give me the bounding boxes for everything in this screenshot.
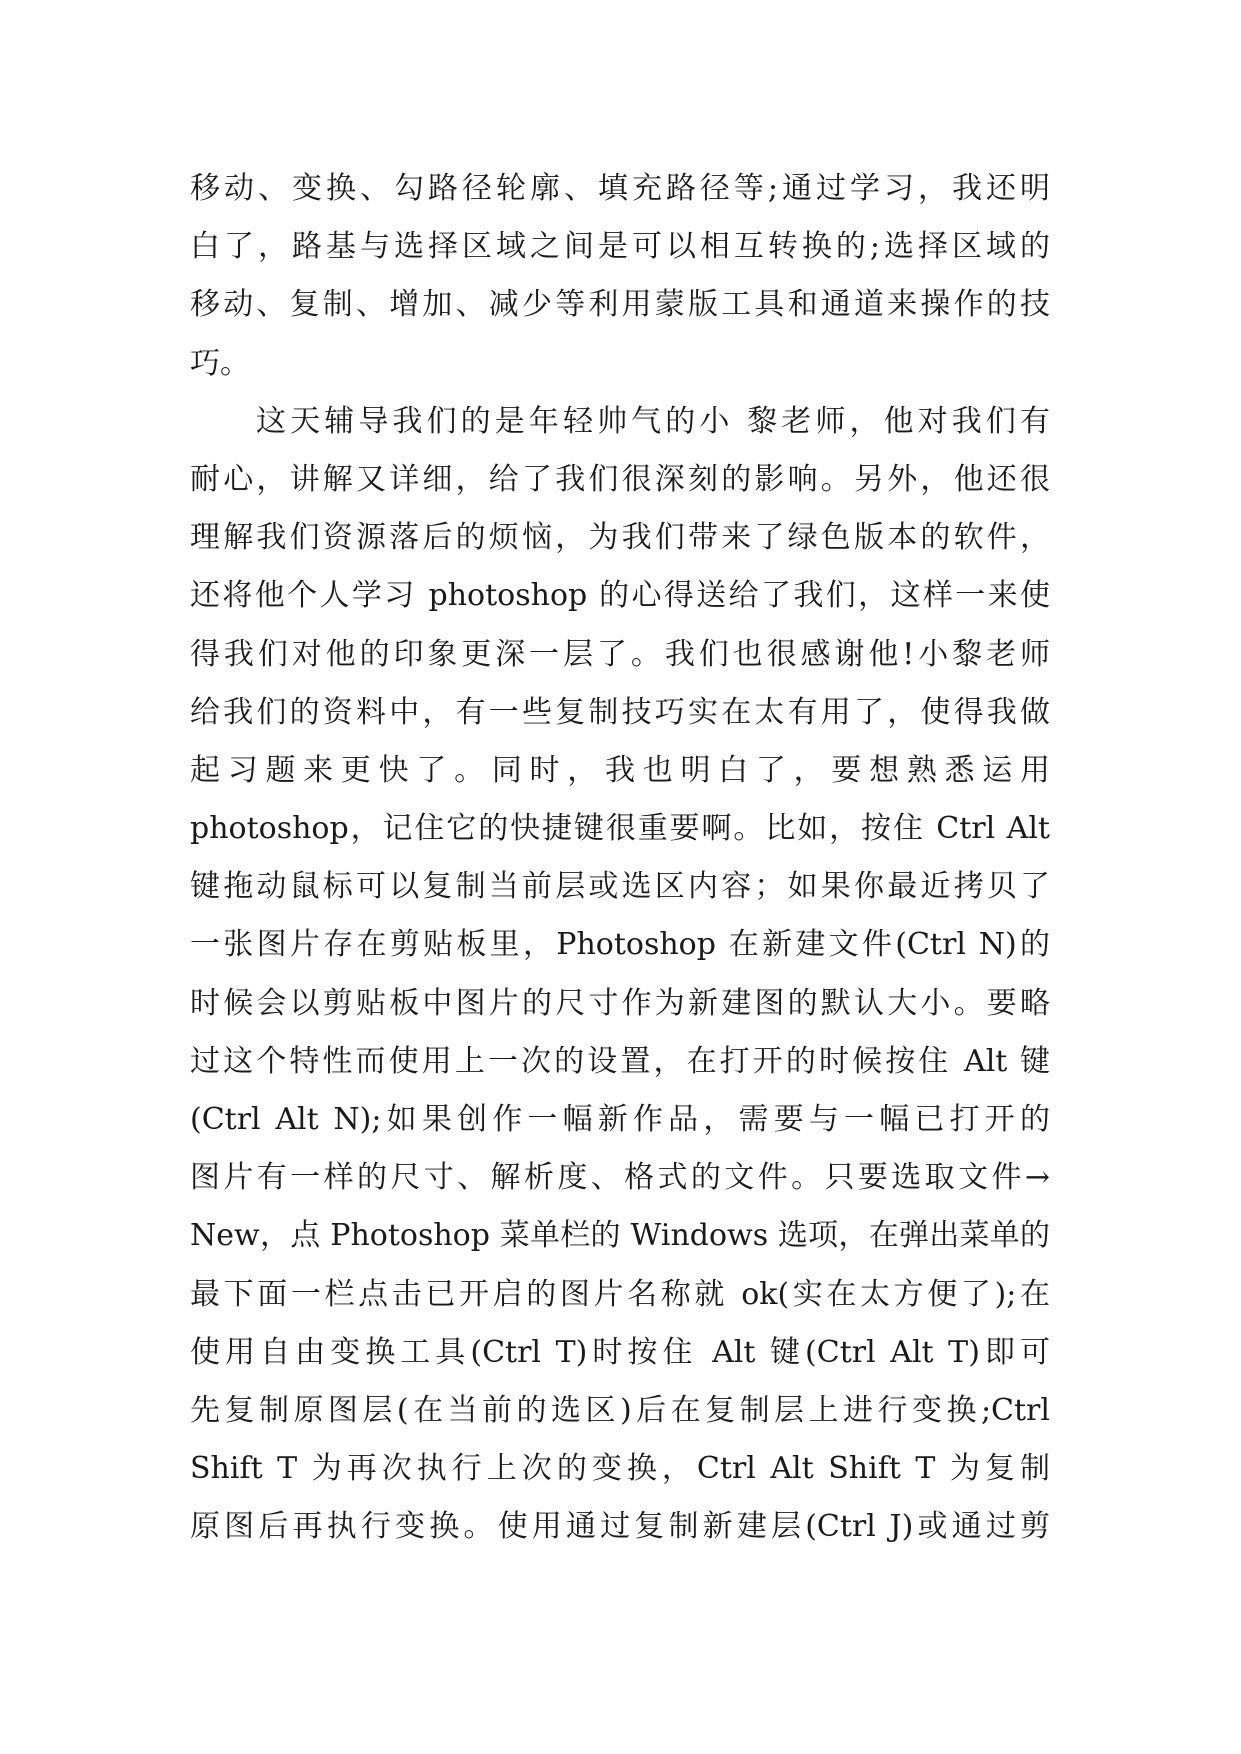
document-body bbox=[190, 160, 1050, 1557]
paragraph-2-line: 键拖动鼠标可以复制当前层或选区内容；如果你最近拷贝了 bbox=[190, 869, 1050, 905]
paragraph-2-line: 一张图片存在剪贴板里，Photoshop 在新建文件(Ctrl N)的 bbox=[190, 927, 1050, 963]
paragraph-2-line: 得我们对他的印象更深一层了。我们也很感谢他!小黎老师 bbox=[190, 636, 1050, 672]
paragraph-2-line: 先复制原图层(在当前的选区)后在复制层上进行变换;Ctrl bbox=[190, 1392, 1050, 1428]
paragraph-2-line: 给我们的资料中，有一些复制技巧实在太有用了，使得我做 bbox=[190, 694, 1050, 730]
paragraph-1-line: 移动、复制、增加、减少等利用蒙版工具和通道来操作的技 bbox=[190, 287, 1050, 323]
paragraph-2-line: 使用自由变换工具(Ctrl T)时按住 Alt 键(Ctrl Alt T)即可 bbox=[190, 1334, 1050, 1370]
paragraph-1-line: 巧。 bbox=[190, 345, 250, 381]
paragraph-2-line: 过这个特性而使用上一次的设置，在打开的时候按住 Alt 键 bbox=[190, 1043, 1050, 1079]
paragraph-2-line: New，点 Photoshop 菜单栏的 Windows 选项，在弹出菜单的 bbox=[190, 1218, 1050, 1254]
paragraph-2-line: (Ctrl Alt N);如果创作一幅新作品，需要与一幅已打开的 bbox=[190, 1102, 1050, 1137]
paragraph-2-line: 起习题来更快了。同时，我也明白了，要想熟悉运用 bbox=[190, 752, 1050, 788]
paragraph-2-line: 耐心，讲解又详细，给了我们很深刻的影响。另外，他还很 bbox=[190, 461, 1050, 497]
paragraph-2-line: 原图后再执行变换。使用通过复制新建层(Ctrl J)或通过剪 bbox=[190, 1509, 1050, 1545]
paragraph-1-line: 移动、变换、勾路径轮廓、填充路径等;通过学习，我还明 bbox=[190, 171, 1050, 206]
paragraph-2-line: 这天辅导我们的是年轻帅气的小 黎老师，他对我们有 bbox=[256, 403, 1050, 439]
paragraph-2-line: 最下面一栏点击已开启的图片名称就 ok(实在太方便了);在 bbox=[190, 1276, 1050, 1312]
paragraph-1-line: 白了，路基与选择区域之间是可以相互转换的;选择区域的 bbox=[190, 229, 1050, 265]
paragraph-2-line: 时候会以剪贴板中图片的尺寸作为新建图的默认大小。要略 bbox=[190, 985, 1050, 1021]
paragraph-2-line: Shift T 为再次执行上次的变换，Ctrl Alt Shift T 为复制 bbox=[190, 1451, 1050, 1487]
paragraph-2-line: 理解我们资源落后的烦恼，为我们带来了绿色版本的软件， bbox=[190, 520, 1050, 556]
paragraph-2-line: 还将他个人学习 photoshop 的心得送给了我们，这样一来使 bbox=[190, 578, 1050, 614]
paragraph-2-line: photoshop，记住它的快捷键很重要啊。比如，按住 Ctrl Alt bbox=[190, 811, 1050, 847]
paragraph-2-line: 图片有一样的尺寸、解析度、格式的文件。只要选取文件→ bbox=[190, 1160, 1050, 1196]
